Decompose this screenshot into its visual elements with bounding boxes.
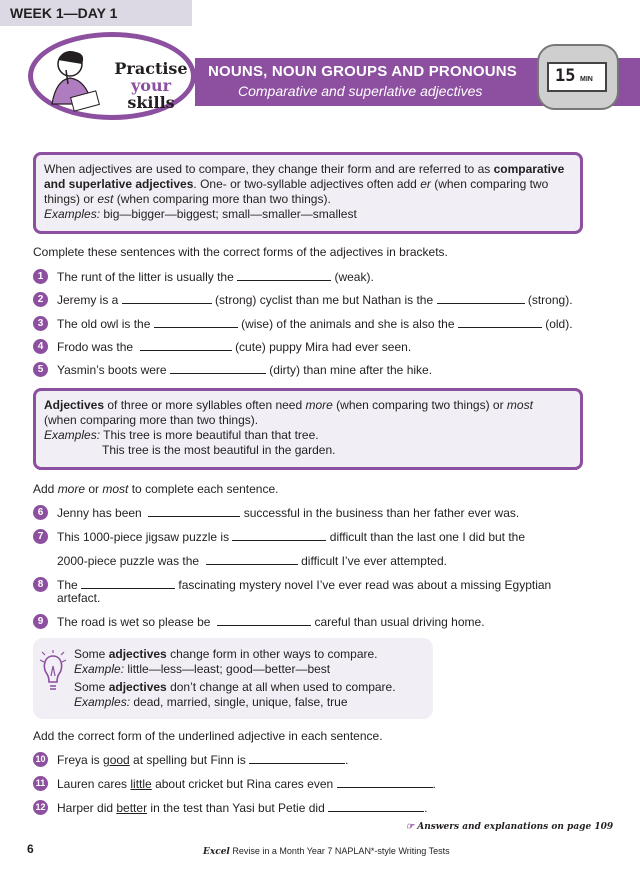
info-box-comparative-text: When adjectives are used to compare, they change their form and are referred to as comparative and superlative adjectives. One- or two-syllable adjectives often add er (when comparing two things) or est (when comparing more than two things). Examples: big—bigger—biggest; small—smaller—smallest — [44, 162, 565, 221]
question-2: Jeremy is a (strong) cyclist than me but Nathan is the (strong). — [57, 293, 573, 307]
answers-reference: ☞ Answers and explanations on page 109 — [406, 822, 614, 832]
question-1: The runt of the litter is usually the (weak). — [57, 270, 374, 284]
answer-blank[interactable] — [217, 614, 311, 626]
timer-unit: MIN — [580, 76, 593, 83]
pointing-hand-icon: ☞ — [406, 822, 415, 832]
answer-blank[interactable] — [140, 339, 232, 351]
lightbulb-icon — [38, 650, 68, 694]
question-8: The fascinating mystery novel I’ve ever read was about a missing Egyptian — [57, 578, 552, 592]
answer-blank[interactable] — [237, 269, 331, 281]
book-title: Excel Revise in a Month Year 7 NAPLAN*-style Writing Tests — [203, 846, 450, 857]
answer-blank[interactable] — [328, 800, 424, 812]
question-number: 3 — [33, 316, 48, 331]
page-subtitle: Comparative and superlative adjectives — [238, 83, 483, 99]
answer-blank[interactable] — [232, 529, 326, 541]
question-11: Lauren cares little about cricket but Rina cares even . — [57, 777, 436, 791]
answer-blank[interactable] — [122, 292, 212, 304]
question-number: 4 — [33, 339, 48, 354]
info-box-more-most-text: Adjectives of three or more syllables often need more (when comparing two things) or most (when comparing more than two things). Examples: This tree is more beautiful than that tree. This tree is the most beautiful in the garden. — [44, 398, 533, 457]
question-number: 12 — [33, 800, 48, 815]
question-number: 1 — [33, 269, 48, 284]
thinking-student-illustration — [42, 44, 104, 114]
badge-word-1: Practise — [114, 59, 188, 78]
question-10: Freya is good at spelling but Finn is . — [57, 753, 349, 767]
question-number: 9 — [33, 614, 48, 629]
question-12: Harper did better in the test than Yasi but Petie did . — [57, 801, 428, 815]
answer-blank[interactable] — [206, 553, 298, 565]
week-day-tab — [0, 0, 192, 26]
answer-blank[interactable] — [81, 577, 175, 589]
answer-blank[interactable] — [154, 316, 238, 328]
question-number: 8 — [33, 577, 48, 592]
badge-text — [113, 60, 189, 111]
question-number: 11 — [33, 776, 48, 791]
question-number: 10 — [33, 752, 48, 767]
badge-word-3: skills — [127, 93, 175, 112]
timer-value: 15 — [555, 66, 576, 86]
question-number: 7 — [33, 529, 48, 544]
answer-blank[interactable] — [170, 362, 266, 374]
badge-word-2: your — [130, 76, 172, 95]
answer-blank[interactable] — [249, 752, 345, 764]
answer-blank[interactable] — [337, 776, 433, 788]
timer-display — [547, 62, 607, 92]
section2-instruction: Add more or most to complete each sentence. — [33, 482, 279, 496]
section1-instruction: Complete these sentences with the correct forms of the adjectives in brackets. — [33, 245, 448, 259]
week-day-label: WEEK 1—DAY 1 — [10, 5, 118, 21]
question-9: The road is wet so please be careful than usual driving home. — [57, 615, 485, 629]
question-number: 5 — [33, 362, 48, 377]
question-5: Yasmin’s boots were (dirty) than mine after the hike. — [57, 363, 433, 377]
question-7: This 1000-piece jigsaw puzzle is difficult than the last one I did but the — [57, 530, 526, 544]
question-7-continued: 2000-piece puzzle was the difficult I’ve ever attempted. — [57, 554, 447, 568]
question-3: The old owl is the (wise) of the animals and she is also the (old). — [57, 317, 573, 331]
question-6: Jenny has been successful in the business than her father ever was. — [57, 506, 520, 520]
question-number: 6 — [33, 505, 48, 520]
page-title: NOUNS, NOUN GROUPS AND PRONOUNS — [208, 63, 517, 80]
page-number: 6 — [27, 842, 34, 856]
answer-blank[interactable] — [148, 505, 240, 517]
tip-text: Some adjectives change form in other ways to compare. Example: little—less—least; good—better—best Some adjectives don’t change at all when used to compare. Examples: dead, married, single, unique, false, true — [74, 647, 396, 709]
question-4: Frodo was the (cute) puppy Mira had ever seen. — [57, 340, 412, 354]
section3-instruction: Add the correct form of the underlined adjective in each sentence. — [33, 729, 383, 743]
answer-blank[interactable] — [458, 316, 542, 328]
question-number: 2 — [33, 292, 48, 307]
question-8-continued: artefact. — [57, 591, 101, 605]
answer-blank[interactable] — [437, 292, 525, 304]
